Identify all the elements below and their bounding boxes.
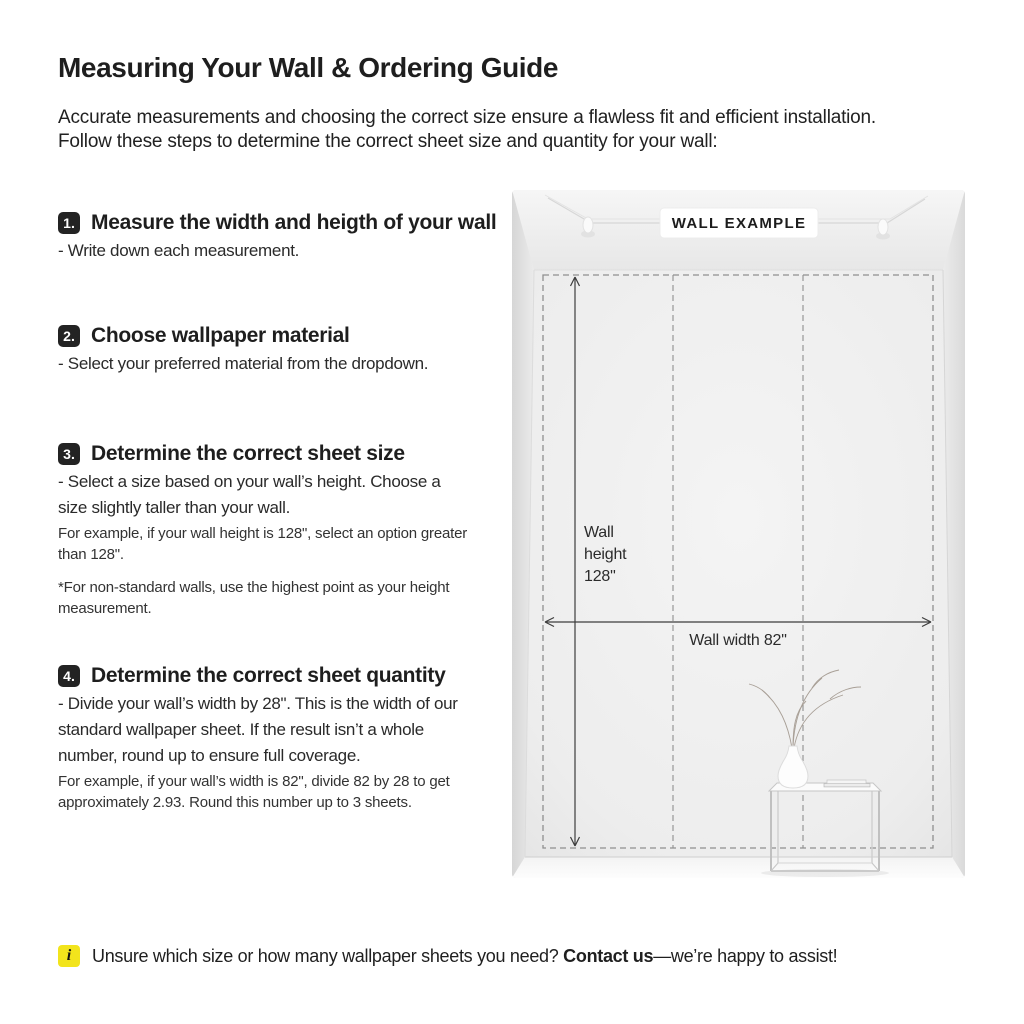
step-3-instruction: size slightly taller than your wall. <box>58 498 291 517</box>
footer-text-before: Unsure which size or how many wallpaper sheets you need? <box>92 946 564 966</box>
step-3-number-badge: 3. <box>58 443 80 465</box>
room-illustration <box>512 190 965 878</box>
intro-line: Accurate measurements and choosing the correct size ensure a flawless fit and efficient installation. <box>58 107 876 128</box>
step-3-note: *For non-standard walls, use the highest point as your height measurement. <box>58 579 450 617</box>
intro-paragraph <box>58 106 876 154</box>
wall-example-image <box>512 190 965 878</box>
step-1 <box>58 210 510 264</box>
step-4-instruction: number, round up to ensure full coverage. <box>58 746 361 765</box>
intro-line: Follow these steps to determine the correct sheet size and quantity for your wall: <box>58 131 718 152</box>
step-4-number-badge: 4. <box>58 665 80 687</box>
step-4-example: For example, if your wall’s width is 82", divide 82 by 28 to get approximately 2.93. Round this number up to 3 sheets. <box>58 773 450 811</box>
step-3-example: For example, if your wall height is 128", select an option greater than 128". <box>58 525 468 563</box>
footer-text <box>92 944 837 968</box>
step-4 <box>58 663 510 813</box>
floor <box>512 857 965 878</box>
svg-text:WALL EXAMPLE: WALL EXAMPLE <box>671 215 807 232</box>
info-icon: i <box>58 945 80 967</box>
footer-text-after: —we’re happy to assist! <box>653 946 838 966</box>
books-stack <box>824 780 870 787</box>
step-3-heading: Determine the correct sheet size <box>91 442 405 465</box>
footer-help-note <box>58 944 837 968</box>
step-1-heading: Measure the width and heigth of your wall <box>91 211 497 234</box>
page-title: Measuring Your Wall & Ordering Guide <box>58 52 559 83</box>
back-wall <box>525 270 952 857</box>
step-1-instruction: - Write down each measurement. <box>58 241 300 260</box>
step-4-instruction: standard wallpaper sheet. If the result isn’t a whole <box>58 720 424 739</box>
step-2-number-badge: 2. <box>58 325 80 347</box>
contact-us-link[interactable]: Contact us <box>563 946 654 966</box>
step-2-heading: Choose wallpaper material <box>91 324 350 347</box>
step-4-instruction: - Divide your wall’s width by 28". This is the width of our <box>58 694 458 713</box>
step-3 <box>58 441 510 619</box>
svg-text:height: height <box>584 546 627 563</box>
svg-text:Wall: Wall <box>584 524 614 541</box>
wall-example-badge <box>660 208 818 238</box>
step-2 <box>58 323 510 377</box>
wall-width-label: Wall width 82" <box>689 632 787 649</box>
step-3-instruction: - Select a size based on your wall’s height. Choose a <box>58 472 441 491</box>
step-2-instruction: - Select your preferred material from the dropdown. <box>58 354 429 373</box>
step-1-number-badge: 1. <box>58 212 80 234</box>
step-4-heading: Determine the correct sheet quantity <box>91 664 446 687</box>
svg-text:128": 128" <box>584 568 616 585</box>
